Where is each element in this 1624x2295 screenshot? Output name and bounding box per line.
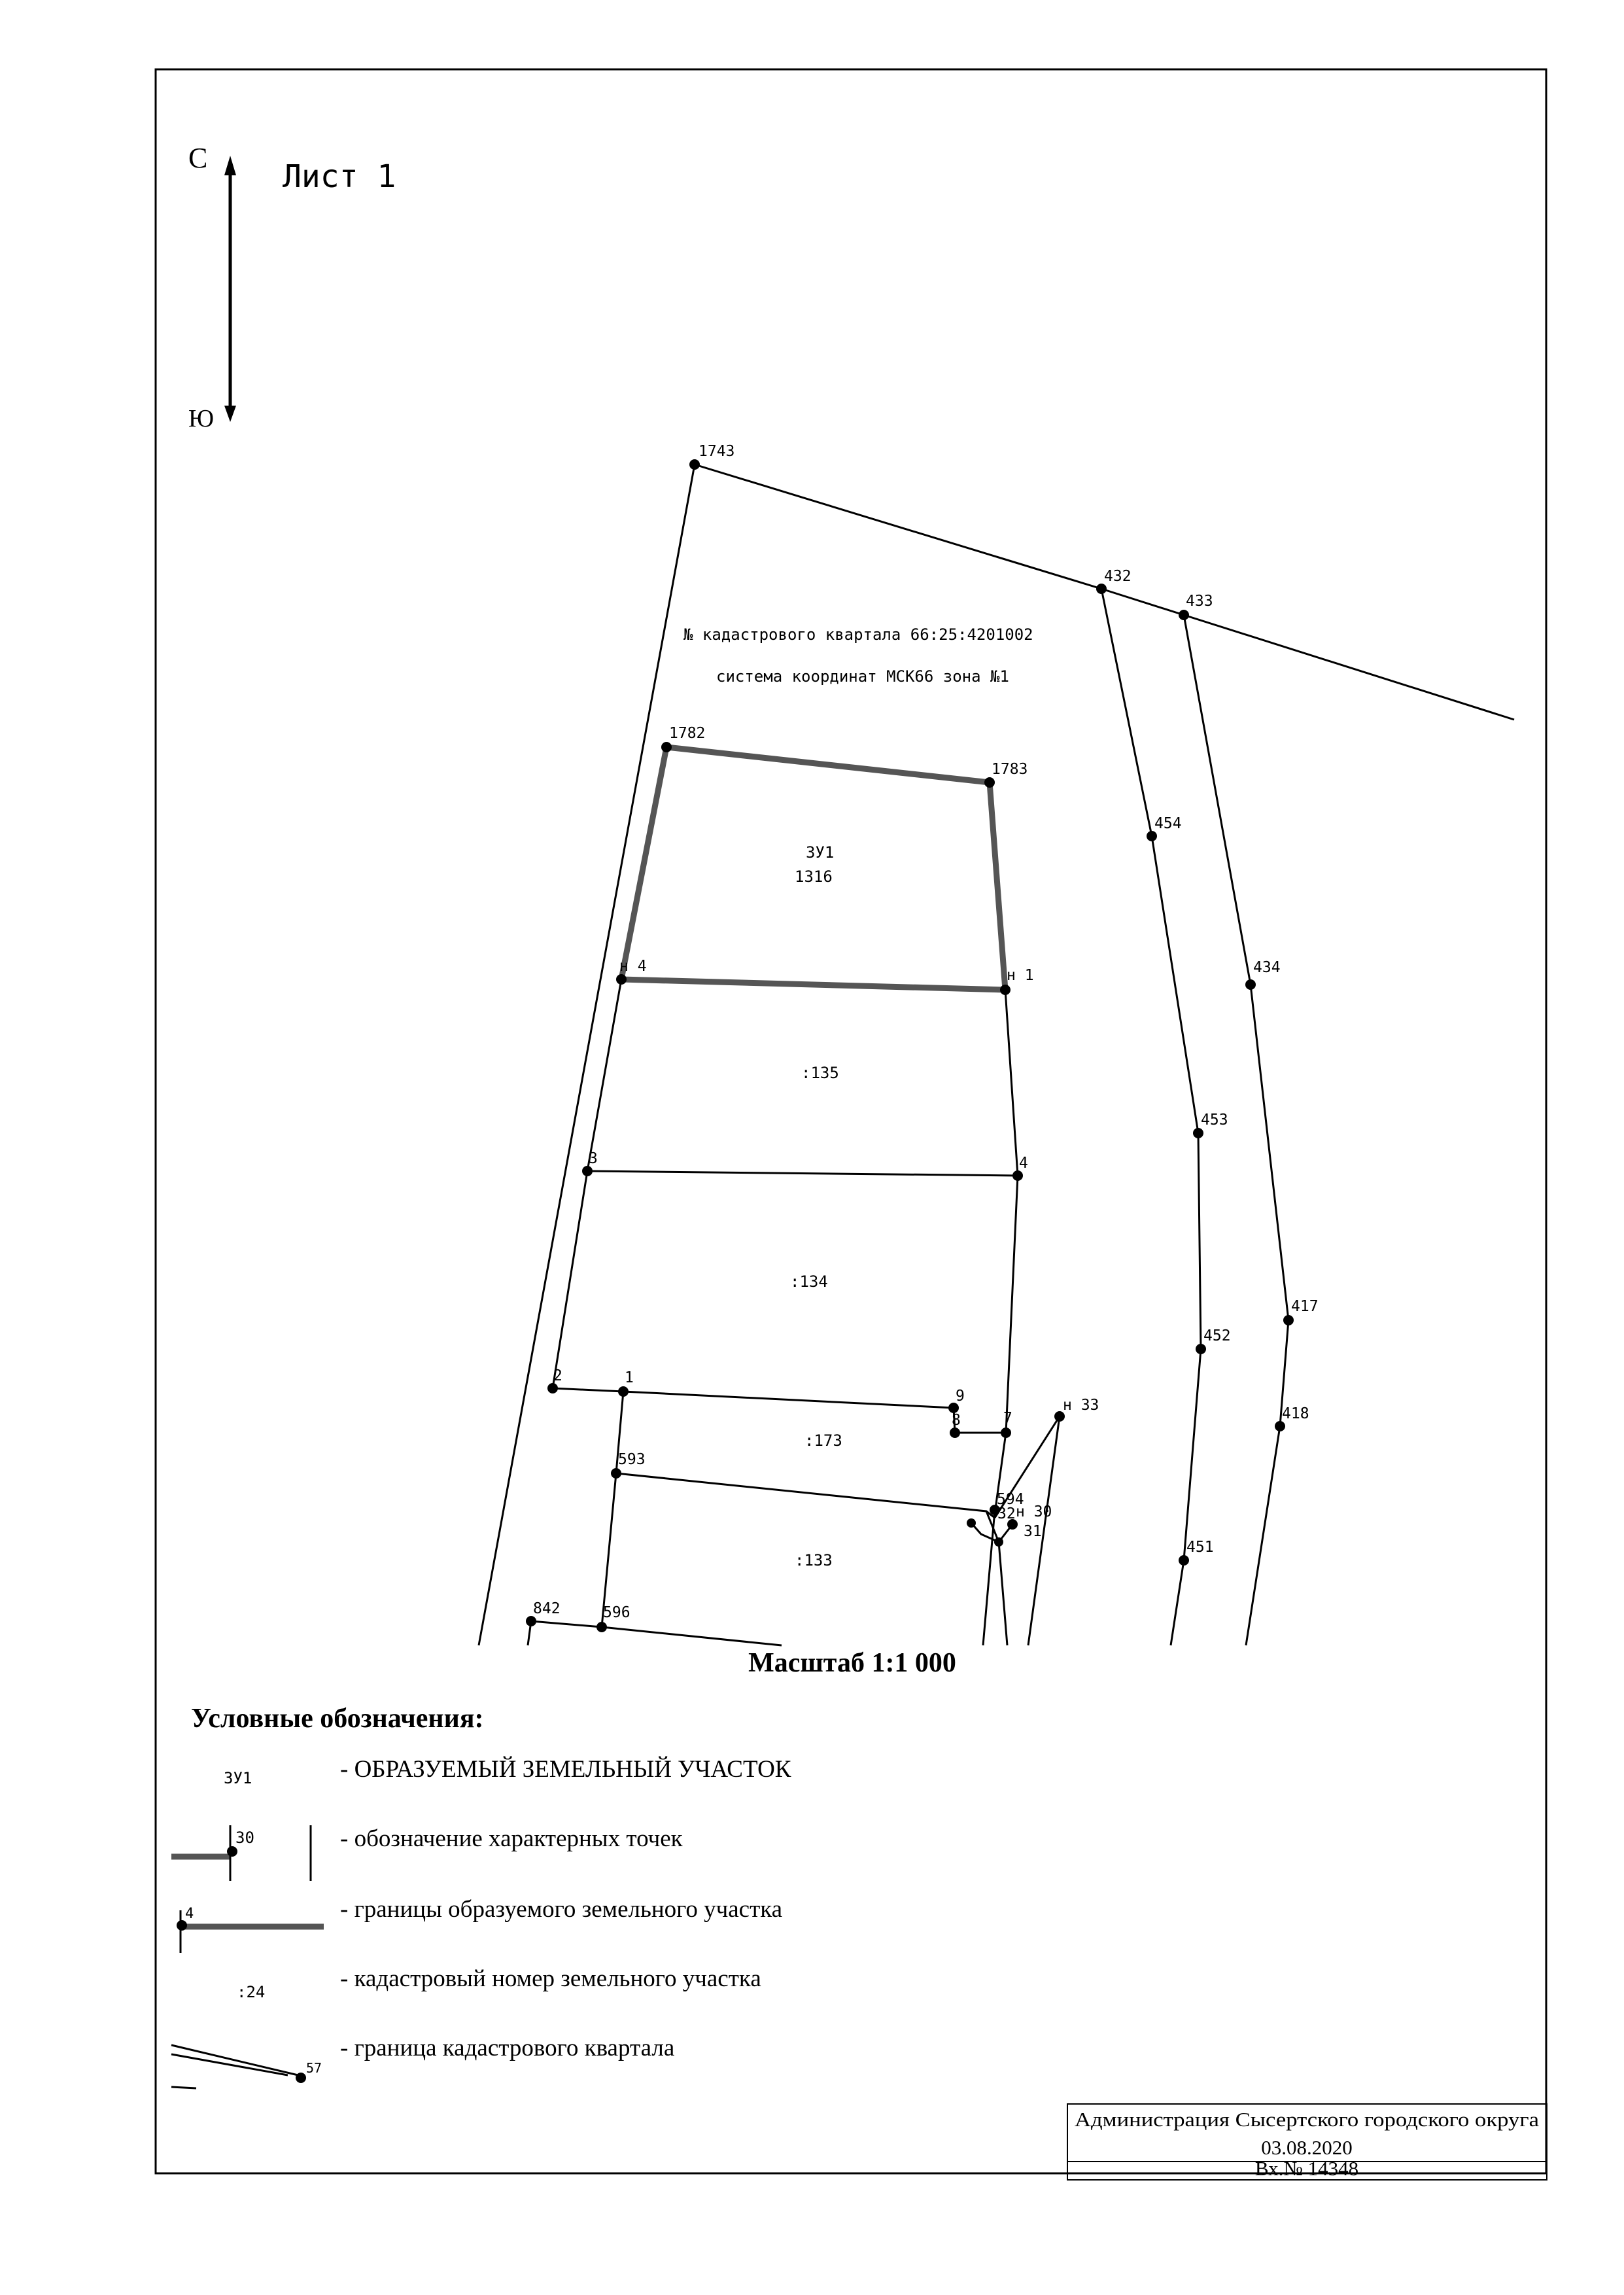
- stamp-date: 03.08.2020: [1261, 2136, 1353, 2159]
- point-marker: [526, 1616, 536, 1626]
- legend-item-text: - границы образуемого земельного участка: [340, 1896, 783, 1923]
- parcel-label-135: :135: [801, 1064, 839, 1082]
- point-marker: [661, 742, 672, 752]
- cadastral-number-icon: :24: [237, 1983, 266, 2001]
- point-marker: [1096, 584, 1107, 594]
- new-parcel-area: 1316: [795, 867, 833, 886]
- legend-symbol-label: 4: [185, 1906, 194, 1922]
- point-marker: [1283, 1315, 1294, 1325]
- point-label: 418: [1282, 1405, 1309, 1422]
- left-boundary-line: [479, 464, 695, 1645]
- point-label: 593: [618, 1451, 646, 1468]
- quarter-boundary-icon: [171, 2045, 306, 2088]
- point-label: 8: [952, 1412, 961, 1429]
- parcel-line: [587, 1171, 1018, 1176]
- parcel-line: [553, 1388, 954, 1408]
- point-label: 453: [1201, 1112, 1228, 1129]
- legend-item-text: - граница кадастрового квартала: [340, 2035, 675, 2061]
- point-label: 433: [1186, 593, 1213, 610]
- parcel-line: [531, 1621, 782, 1645]
- point-marker: [967, 1518, 976, 1528]
- point-marker: [1012, 1170, 1023, 1181]
- point-label: н 33: [1063, 1397, 1099, 1414]
- scale-label: Масштаб 1:1 000: [748, 1648, 956, 1678]
- sheet-title: Лист 1: [283, 158, 396, 195]
- point-marker: [582, 1166, 593, 1176]
- stamp-incoming: Вх.№ 14348: [1254, 2157, 1359, 2180]
- point-label: 596: [603, 1604, 631, 1621]
- legend-item-text: - ОБРАЗУЕМЫЙ ЗЕМЕЛЬНЫЙ УЧАСТОК: [340, 1756, 791, 1783]
- point-label: 417: [1291, 1298, 1319, 1315]
- point-marker: [1275, 1421, 1285, 1431]
- legend-title: Условные обозначения:: [191, 1704, 484, 1734]
- south-label: Ю: [188, 405, 215, 432]
- point-label: 32: [997, 1505, 1016, 1522]
- point-marker: [1179, 610, 1189, 620]
- point-marker: [1147, 831, 1157, 841]
- point-label: н 4: [619, 958, 647, 975]
- point-label: 594: [997, 1491, 1024, 1508]
- legend-item-text: - кадастровый номер земельного участка: [340, 1965, 761, 1992]
- stamp-org: Администрация Сысертского городского округа: [1075, 2108, 1540, 2131]
- point-marker: [950, 1428, 960, 1438]
- point-label: 3: [589, 1150, 598, 1167]
- legend-symbol-label: 57: [306, 2060, 322, 2076]
- point-label: 1783: [992, 761, 1028, 778]
- parcel-line: [983, 990, 1018, 1645]
- north-label: С: [188, 142, 208, 174]
- point-label: 7: [1003, 1410, 1012, 1427]
- legend-symbol-label: 30: [235, 1829, 254, 1847]
- point-label: 1743: [699, 443, 735, 460]
- new-parcel-name: ЗУ1: [806, 843, 835, 862]
- point-label: н 1: [1007, 967, 1034, 984]
- point-label: 4: [1019, 1155, 1028, 1172]
- point-marker: [616, 974, 627, 985]
- point-marker: [1000, 985, 1011, 995]
- coord-system-label: система координат МСК66 зона №1: [716, 667, 1009, 686]
- point-label: 2: [553, 1367, 562, 1384]
- parcel-label-134: :134: [790, 1272, 828, 1291]
- point-marker: [689, 459, 700, 470]
- point-label: 1: [625, 1369, 634, 1386]
- point-label: 451: [1186, 1539, 1214, 1556]
- point-marker: [547, 1383, 558, 1393]
- point-label: н 30: [1016, 1503, 1052, 1520]
- point-marker: [1193, 1128, 1203, 1138]
- parcel-label-133: :133: [795, 1551, 833, 1569]
- point-marker: [994, 1537, 1003, 1547]
- parcel-line: [616, 1473, 995, 1518]
- point-marker: [618, 1386, 629, 1397]
- point-label: 31: [1024, 1523, 1042, 1540]
- new-parcel-label-icon: ЗУ1: [224, 1769, 252, 1787]
- new-parcel-boundary-icon: [177, 1910, 324, 1953]
- point-marker: [984, 777, 995, 788]
- point-label: 454: [1154, 815, 1182, 832]
- parcel-line: [954, 1408, 1006, 1433]
- point-label: 9: [956, 1388, 965, 1405]
- point-label: 1782: [669, 725, 706, 742]
- sheet-frame: [156, 69, 1546, 2173]
- point-marker: [596, 1622, 607, 1632]
- legend-item-text: - обозначение характерных точек: [340, 1825, 683, 1852]
- point-label: 432: [1104, 568, 1132, 585]
- point-label: 842: [533, 1600, 561, 1617]
- point-marker: [611, 1468, 621, 1479]
- point-marker: [1001, 1428, 1011, 1438]
- point-label: 452: [1203, 1327, 1231, 1344]
- parcel-label-173: :173: [804, 1431, 842, 1450]
- quarter-label: № кадастрового квартала 66:25:4201002: [683, 625, 1033, 644]
- registration-stamp: [1067, 2104, 1547, 2180]
- road-line-a: [1101, 589, 1201, 1645]
- point-label: 434: [1253, 959, 1281, 976]
- point-marker: [1196, 1344, 1206, 1354]
- north-arrow-icon: [224, 156, 236, 422]
- point-marker: [1179, 1555, 1189, 1566]
- point-marker: [1245, 979, 1256, 990]
- parcel-line: [602, 1392, 623, 1627]
